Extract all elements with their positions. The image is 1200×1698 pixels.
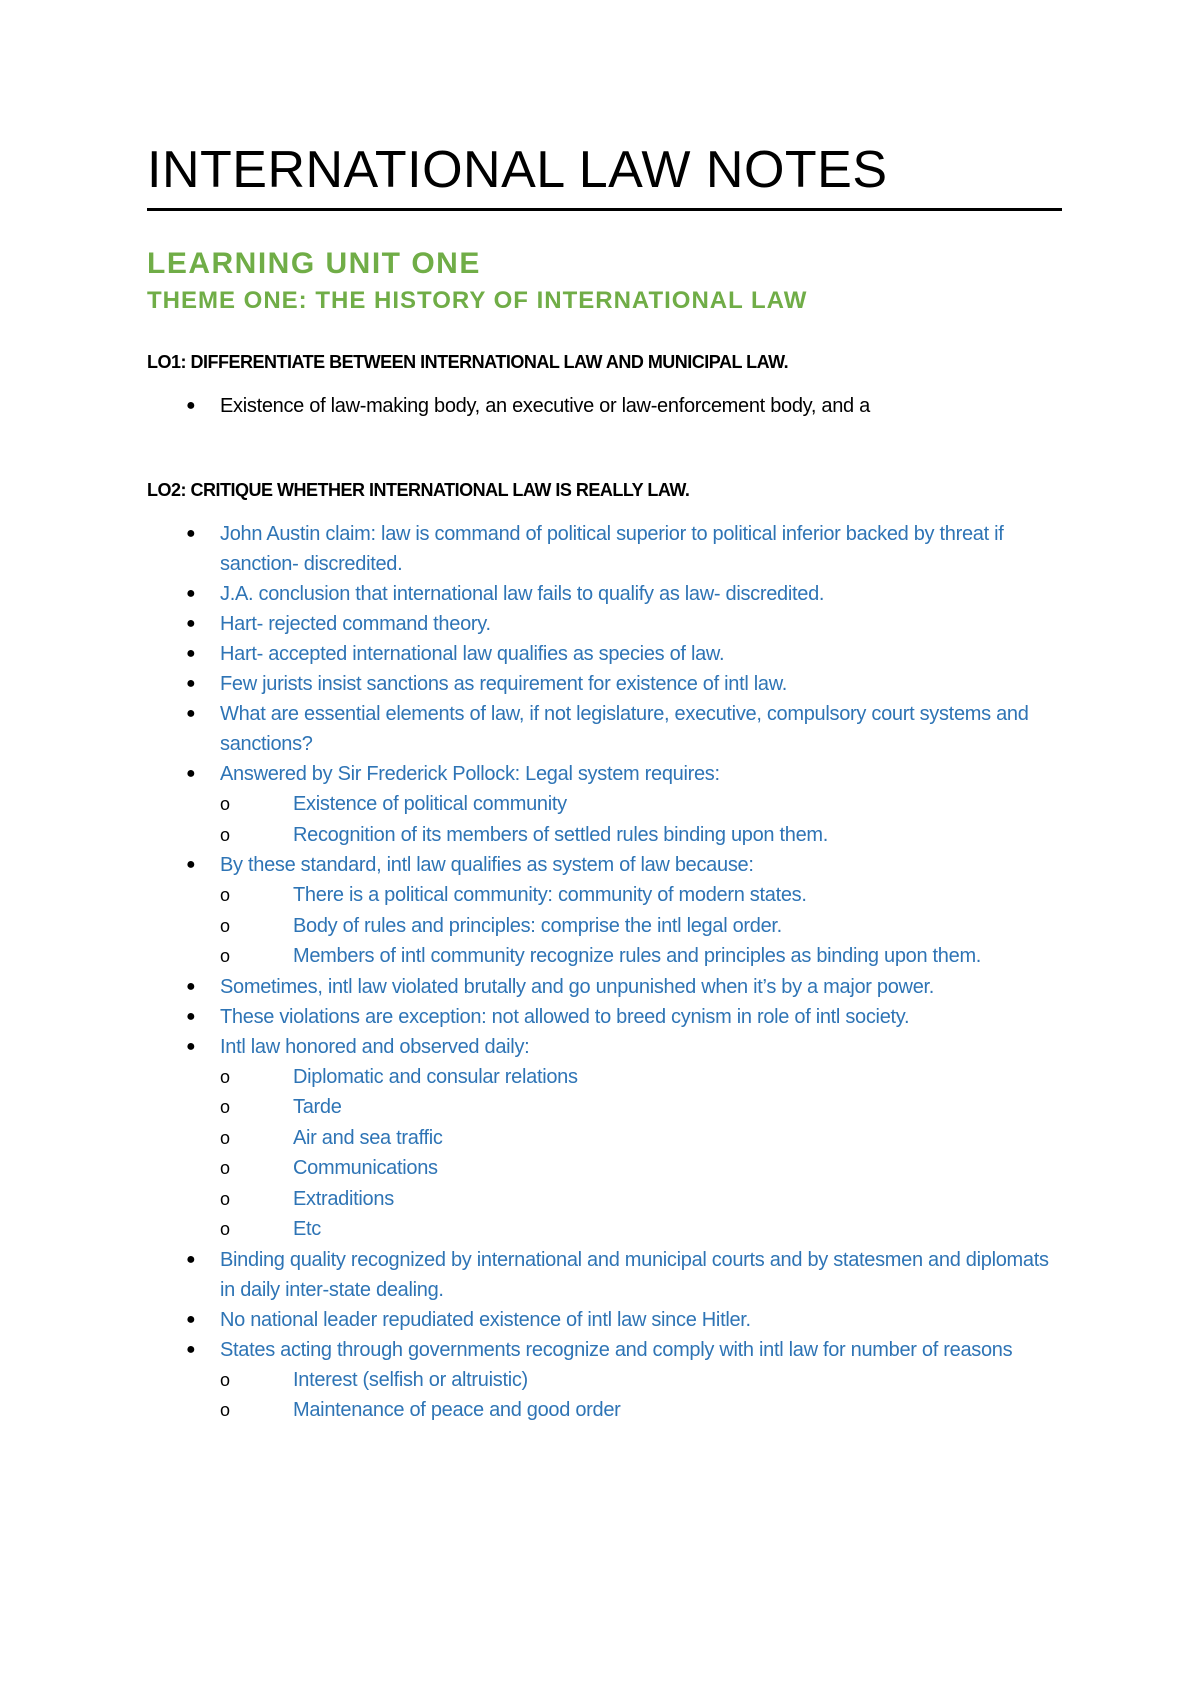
sub-bullet-icon: o xyxy=(220,794,230,814)
sub-bullet-text: Maintenance of peace and good order xyxy=(293,1399,621,1421)
sub-bullet-icon: o xyxy=(220,1066,230,1087)
bullet-icon: ● xyxy=(186,1007,196,1025)
sub-bullet-icon: o xyxy=(220,946,230,966)
bullet-item xyxy=(147,972,1062,1002)
sub-bullet-item xyxy=(220,820,1062,851)
sub-bullet-text: Air and sea traffic xyxy=(293,1126,443,1149)
sub-bullet-text: Tarde xyxy=(293,1096,342,1118)
sub-bullet-icon: o xyxy=(220,885,230,905)
sub-bullet-list xyxy=(220,880,1062,972)
sub-bullet-text: Extraditions xyxy=(293,1187,394,1210)
learning-unit-heading: LEARNING UNIT ONE xyxy=(147,247,481,280)
sub-bullet-icon: o xyxy=(220,915,230,936)
lo1-bullet-list xyxy=(147,391,1062,421)
bullet-text: What are essential elements of law, if not legislature, executive, compulsory court systems and sanctions? xyxy=(220,703,1029,755)
bullet-text: John Austin claim: law is command of political superior to political inferior backed by threat if sanction- discredited. xyxy=(220,523,1004,575)
page-content xyxy=(147,138,1062,1426)
bullet-icon: ● xyxy=(186,525,196,542)
sub-bullet-item xyxy=(220,1214,1062,1245)
bullet-text: These violations are exception: not allowed to breed cynism in role of intl society. xyxy=(220,1005,910,1028)
bullet-item xyxy=(147,639,1062,669)
bullet-text: Existence of law-making body, an executive or law-enforcement body, and a xyxy=(220,395,870,417)
bullet-icon: ● xyxy=(186,585,196,602)
sub-bullet-text: There is a political community: community of modern states. xyxy=(293,884,807,906)
sub-bullet-text: Body of rules and principles: comprise the intl legal order. xyxy=(293,914,782,937)
bullet-item xyxy=(147,519,1062,579)
sub-bullet-text: Existence of political community xyxy=(293,793,567,815)
bullet-text: Sometimes, intl law violated brutally and go unpunished when it’s by a major power. xyxy=(220,975,935,998)
bullet-item xyxy=(147,579,1062,609)
sub-bullet-text: Diplomatic and consular relations xyxy=(293,1065,578,1088)
sub-bullet-item xyxy=(220,880,1062,911)
bullet-icon: ● xyxy=(186,1310,196,1328)
sub-bullet-icon: o xyxy=(220,824,230,845)
bullet-item xyxy=(147,1032,1062,1245)
sub-bullet-list xyxy=(220,1365,1062,1426)
lo1-heading: LO1: DIFFERENTIATE BETWEEN INTERNATIONAL LAW AND MUNICIPAL LAW. xyxy=(147,352,789,372)
sub-bullet-item xyxy=(220,1184,1062,1215)
bullet-icon: ● xyxy=(186,645,196,662)
bullet-text: Hart- rejected command theory. xyxy=(220,613,491,635)
bullet-item xyxy=(147,609,1062,639)
sub-bullet-item xyxy=(220,1062,1062,1093)
sub-bullet-item xyxy=(220,1365,1062,1396)
sub-bullet-list xyxy=(220,789,1062,850)
bullet-text: Hart- accepted international law qualifies as species of law. xyxy=(220,643,725,665)
bullet-text: Binding quality recognized by international and municipal courts and by statesmen and diplomats in daily inter-state dealing. xyxy=(220,1248,1049,1301)
sub-bullet-icon: o xyxy=(220,1369,230,1390)
bullet-item xyxy=(147,759,1062,850)
bullet-item xyxy=(147,669,1062,699)
sub-bullet-item xyxy=(220,789,1062,820)
bullet-icon: ● xyxy=(186,765,196,782)
bullet-text: States acting through governments recognize and comply with intl law for number of reasons xyxy=(220,1338,1013,1361)
bullet-item xyxy=(147,1305,1062,1335)
bullet-icon: ● xyxy=(186,1340,196,1358)
sub-bullet-icon: o xyxy=(220,1127,230,1148)
sub-bullet-text: Communications xyxy=(293,1157,438,1179)
sub-bullet-item xyxy=(220,1153,1062,1184)
bullet-icon: ● xyxy=(186,705,196,722)
sub-bullet-text: Etc xyxy=(293,1218,321,1240)
bullet-icon: ● xyxy=(186,1037,196,1055)
bullet-item xyxy=(147,850,1062,972)
bullet-icon: ● xyxy=(186,397,196,414)
document-title: INTERNATIONAL LAW NOTES xyxy=(147,138,1062,211)
bullet-text: Intl law honored and observed daily: xyxy=(220,1035,530,1058)
bullet-text: Answered by Sir Frederick Pollock: Legal system requires: xyxy=(220,763,720,785)
bullet-item xyxy=(147,699,1062,759)
bullet-item xyxy=(147,1335,1062,1426)
sub-bullet-icon: o xyxy=(220,1219,230,1239)
sub-bullet-text: Members of intl community recognize rules and principles as binding upon them. xyxy=(293,945,982,967)
bullet-text: J.A. conclusion that international law fails to qualify as law- discredited. xyxy=(220,583,825,605)
bullet-text: No national leader repudiated existence of intl law since Hitler. xyxy=(220,1308,751,1331)
lo2-bullet-list xyxy=(147,519,1062,1426)
bullet-text: Few jurists insist sanctions as requirement for existence of intl law. xyxy=(220,673,788,695)
bullet-icon: ● xyxy=(186,1250,196,1268)
sub-bullet-item xyxy=(220,941,1062,972)
sub-bullet-item xyxy=(220,911,1062,942)
bullet-item xyxy=(147,1002,1062,1032)
bullet-item xyxy=(147,1245,1062,1305)
bullet-item xyxy=(147,391,1062,421)
theme-heading: THEME ONE: THE HISTORY OF INTERNATIONAL LAW xyxy=(147,287,808,314)
sub-bullet-text: Recognition of its members of settled rules binding upon them. xyxy=(293,823,829,846)
sub-bullet-icon: o xyxy=(220,1188,230,1209)
sub-bullet-item xyxy=(220,1395,1062,1426)
sub-bullet-icon: o xyxy=(220,1158,230,1178)
sub-bullet-icon: o xyxy=(220,1400,230,1420)
sub-bullet-list xyxy=(220,1062,1062,1245)
sub-bullet-text: Interest (selfish or altruistic) xyxy=(293,1368,528,1391)
bullet-icon: ● xyxy=(186,615,196,632)
sub-bullet-item xyxy=(220,1092,1062,1123)
sub-bullet-icon: o xyxy=(220,1097,230,1117)
bullet-text: By these standard, intl law qualifies as system of law because: xyxy=(220,854,754,876)
bullet-icon: ● xyxy=(186,675,196,692)
sub-bullet-item xyxy=(220,1123,1062,1154)
bullet-icon: ● xyxy=(186,856,196,873)
lo2-heading: LO2: CRITIQUE WHETHER INTERNATIONAL LAW IS REALLY LAW. xyxy=(147,480,690,500)
bullet-icon: ● xyxy=(186,977,196,995)
